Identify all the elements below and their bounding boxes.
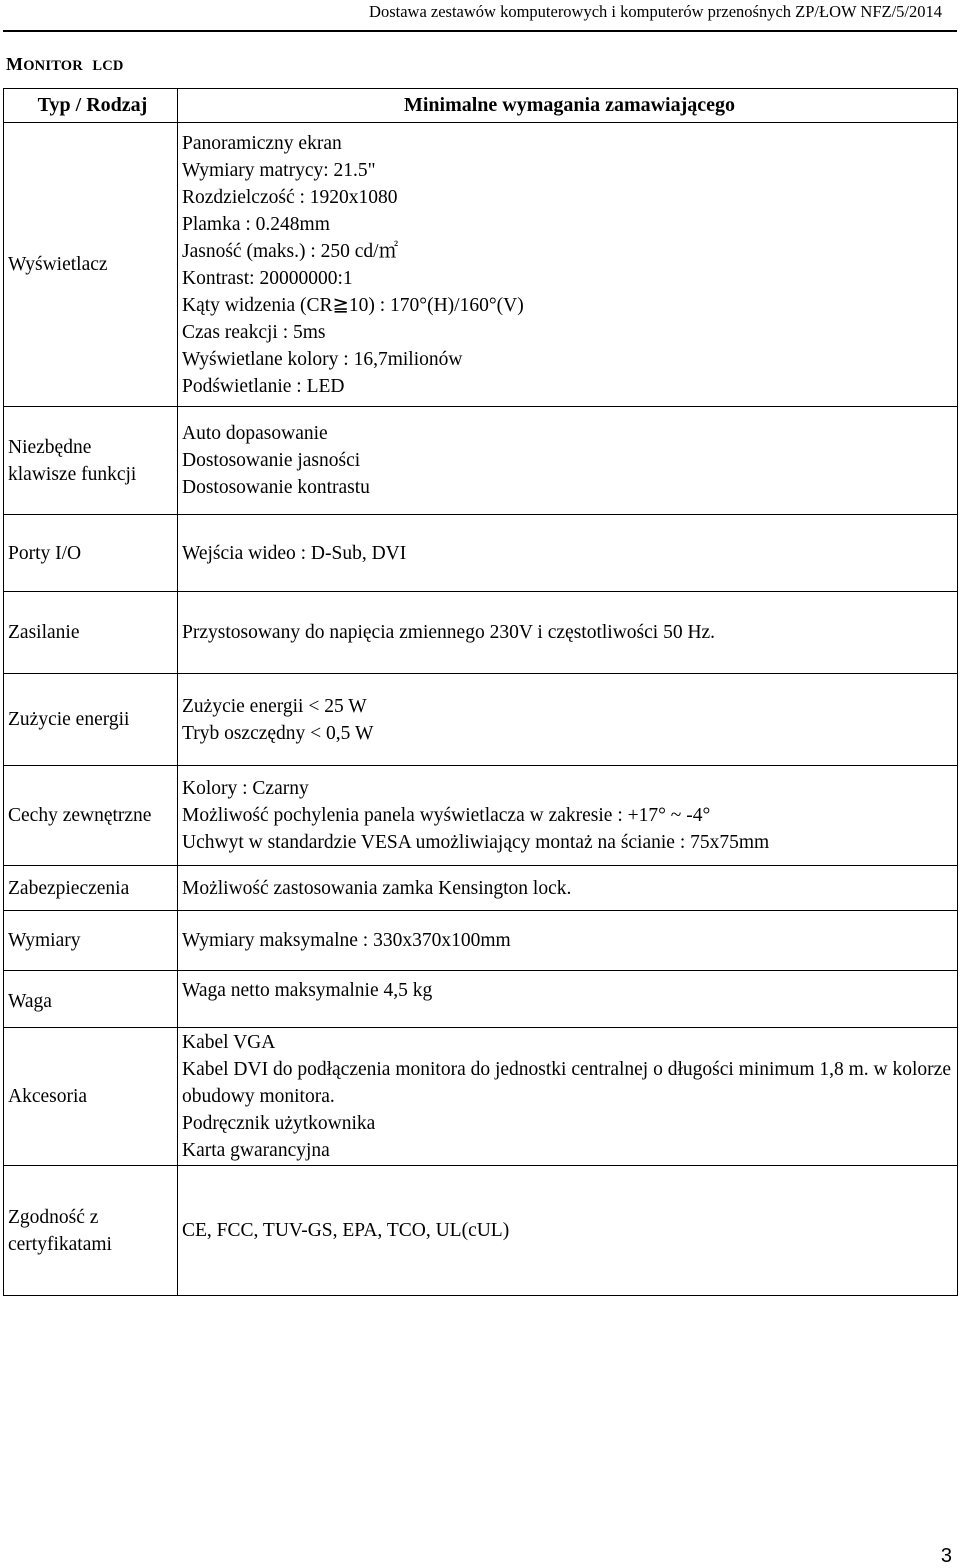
value-line: Auto dopasowanie — [182, 423, 328, 444]
value-line: Uchwyt w standardzie VESA umożliwiający montaż na ścianie : 75x75mm — [182, 832, 770, 853]
value-line: Wejścia wideo : D-Sub, DVI — [182, 542, 407, 564]
value-line: Podświetlanie : LED — [182, 375, 345, 397]
table-row-function-keys — [4, 407, 958, 515]
value-line: Przystosowany do napięcia zmiennego 230V i częstotliwości 50 Hz. — [182, 622, 716, 643]
row-value — [178, 911, 958, 971]
table-row-accessories — [4, 1028, 958, 1166]
value-line: Karta gwarancyjna — [182, 1140, 330, 1161]
value-line: Dostosowanie kontrastu — [182, 477, 370, 498]
header-rule — [3, 30, 957, 32]
row-value — [178, 407, 958, 515]
row-label: Zasilanie — [4, 592, 178, 674]
table-row-certificates — [4, 1166, 958, 1296]
value-line: Podręcznik użytkownika — [182, 1113, 376, 1134]
value-line: Kąty widzenia (CR≧10) : 170°(H)/160°(V) — [182, 294, 524, 316]
row-label: Niezbędne klawisze funkcji — [4, 407, 178, 515]
section-title-initial: M — [6, 54, 24, 74]
section-title-sub: LCD — [92, 58, 124, 74]
row-label: Wyświetlacz — [4, 123, 178, 407]
value-line: Czas reakcji : 5ms — [182, 321, 326, 343]
row-value — [178, 123, 958, 407]
row-value — [178, 674, 958, 766]
value-line: Panoramiczny ekran — [182, 132, 342, 154]
value-line: Plamka : 0.248mm — [182, 213, 330, 235]
value-line: Dostosowanie jasności — [182, 450, 361, 471]
table-row-weight — [4, 971, 958, 1028]
row-label: Zgodność z certyfikatami — [4, 1166, 178, 1296]
value-line: CE, FCC, TUV-GS, EPA, TCO, UL(cUL) — [182, 1220, 510, 1241]
table-row-security — [4, 866, 958, 911]
row-label: Waga — [4, 971, 178, 1028]
table-row-energy — [4, 674, 958, 766]
row-label: Zużycie energii — [4, 674, 178, 766]
spec-table — [3, 88, 958, 1296]
value-line: Możliwość pochylenia panela wyświetlacza w zakresie : +17° ~ -4° — [182, 805, 711, 826]
row-value — [178, 866, 958, 911]
value-line: Możliwość zastosowania zamka Kensington lock. — [182, 877, 572, 899]
table-row-display — [4, 123, 958, 407]
value-line: Wymiary matrycy: 21.5" — [182, 159, 376, 181]
row-label: Wymiary — [4, 911, 178, 971]
section-title — [6, 54, 124, 75]
value-line: Kolory : Czarny — [182, 778, 309, 799]
row-value — [178, 1166, 958, 1296]
table-row-ports — [4, 515, 958, 592]
row-label: Porty I/O — [4, 515, 178, 592]
row-value — [178, 515, 958, 592]
value-line: Kontrast: 20000000:1 — [182, 267, 353, 289]
col-header-type: Typ / Rodzaj — [4, 89, 178, 123]
table-header-row — [4, 89, 958, 123]
row-value — [178, 592, 958, 674]
row-label: Zabezpieczenia — [4, 866, 178, 911]
document-header: Dostawa zestawów komputerowych i komputerów przenośnych ZP/ŁOW NFZ/5/2014 — [369, 2, 942, 21]
row-label: Cechy zewnętrzne — [4, 766, 178, 866]
table-row-power — [4, 592, 958, 674]
value-line: Kabel VGA — [182, 1032, 276, 1053]
row-label: Akcesoria — [4, 1028, 178, 1166]
page-number: 3 — [940, 1545, 952, 1567]
value-line: Tryb oszczędny < 0,5 W — [182, 722, 374, 744]
row-value — [178, 766, 958, 866]
value-line: Kabel DVI do podłączenia monitora do jednostki centralnej o długości minimum 1,8 m. w kolorze obudowy monitora. — [182, 1059, 951, 1107]
value-line: Wymiary maksymalne : 330x370x100mm — [182, 930, 511, 951]
table-row-dimensions — [4, 911, 958, 971]
value-line: Waga netto maksymalnie 4,5 kg — [182, 980, 433, 1001]
value-line: Wyświetlane kolory : 16,7milionów — [182, 348, 463, 370]
value-line: Zużycie energii < 25 W — [182, 695, 367, 717]
value-line: Rozdzielczość : 1920x1080 — [182, 186, 398, 208]
table-row-exterior — [4, 766, 958, 866]
value-line: Jasność (maks.) : 250 cd/㎡ — [182, 240, 399, 262]
col-header-requirements: Minimalne wymagania zamawiającego — [178, 89, 958, 123]
row-value — [178, 1028, 958, 1166]
section-title-rest: ONITOR — [23, 58, 83, 74]
row-value — [178, 971, 958, 1028]
